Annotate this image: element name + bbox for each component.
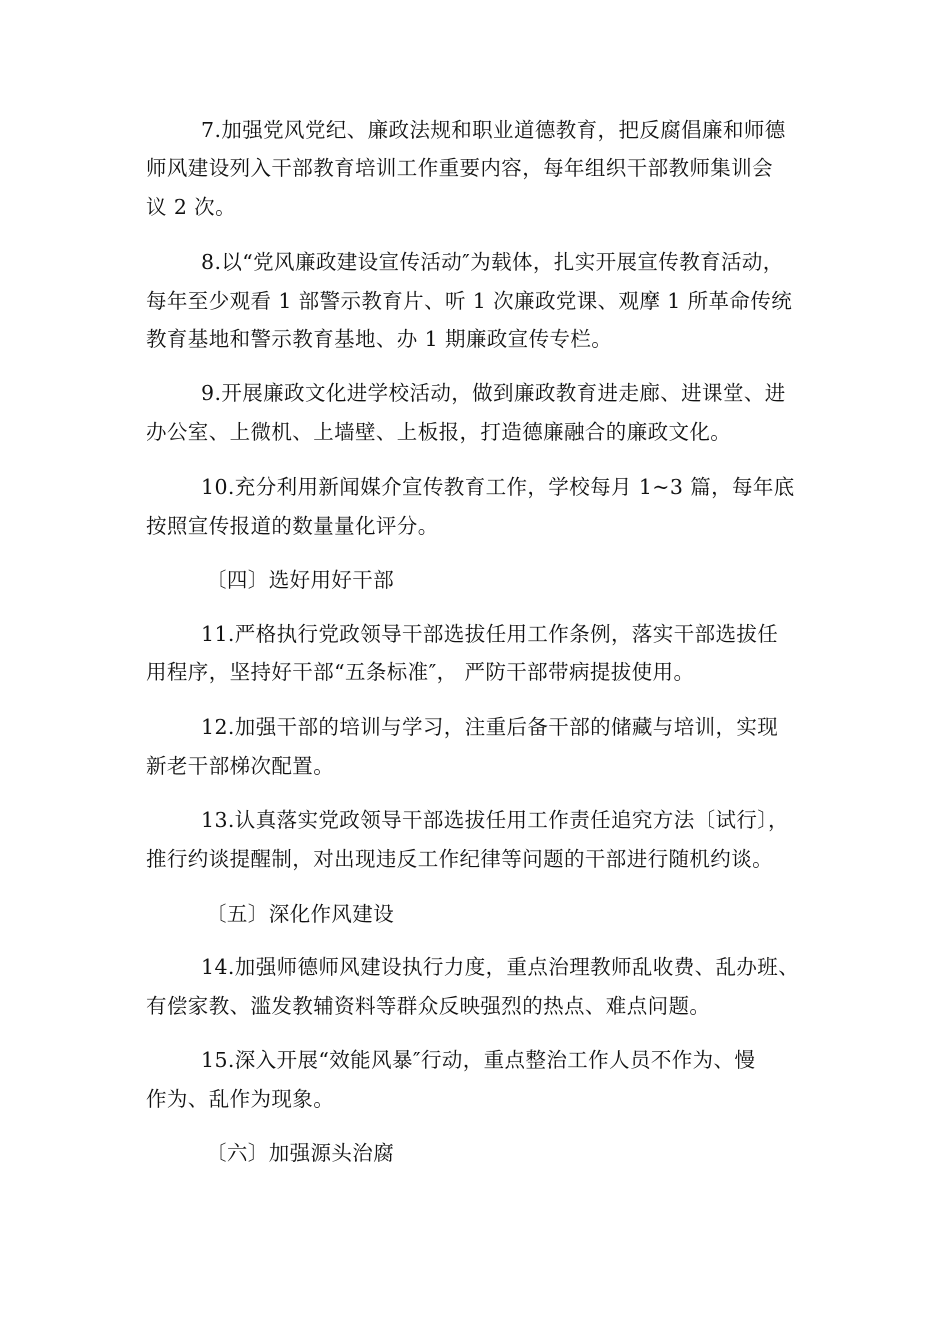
paragraph-8-line-1: 8.以“党风廉政建设宣传活动″为载体，扎实开展宣传教育活动， — [201, 250, 784, 274]
paragraph-14-line-2: 有偿家教、滥发教辅资料等群众反映强烈的热点、难点问题。 — [146, 994, 711, 1018]
paragraph-10-line-2: 按照宣传报道的数量量化评分。 — [146, 514, 439, 538]
paragraph-7-line-2: 师风建设列入干部教育培训工作重要内容，每年组织干部教师集训会 — [146, 156, 773, 180]
paragraph-10-line-1: 10.充分利用新闻媒介宣传教育工作，学校每月 1~3 篇，每年底 — [201, 475, 795, 499]
paragraph-12-line-2: 新老干部梯次配置。 — [146, 754, 335, 778]
paragraph-13-line-2: 推行约谈提醒制，对出现违反工作纪律等问题的干部进行随机约谈。 — [146, 847, 773, 871]
paragraph-12-line-1: 12.加强干部的培训与学习，注重后备干部的储藏与培训，实现 — [201, 715, 779, 739]
paragraph-13-line-1: 13.认真落实党政领导干部选拔任用工作责任追究方法〔试行〕， — [201, 808, 789, 832]
paragraph-15-line-1: 15.深入开展“效能风暴″行动，重点整治工作人员不作为、慢 — [201, 1048, 756, 1072]
section-heading-5: 〔五〕深化作风建设 — [206, 902, 395, 926]
paragraph-11-line-2: 用程序，坚持好干部“五条标准″， 严防干部带病提拔使用。 — [146, 660, 695, 684]
paragraph-11-line-1: 11.严格执行党政领导干部选拔任用工作条例，落实干部选拔任 — [201, 622, 779, 646]
section-heading-6: 〔六〕加强源头治腐 — [206, 1141, 395, 1165]
section-heading-4: 〔四〕选好用好干部 — [206, 568, 395, 592]
paragraph-7-line-3: 议 2 次。 — [146, 195, 236, 219]
paragraph-8-line-3: 教育基地和警示教育基地、办 1 期廉政宣传专栏。 — [146, 327, 613, 351]
paragraph-8-line-2: 每年至少观看 1 部警示教育片、听 1 次廉政党课、观摩 1 所革命传统 — [146, 289, 793, 313]
paragraph-9-line-2: 办公室、上微机、上墙壁、上板报，打造德廉融合的廉政文化。 — [146, 420, 732, 444]
paragraph-9-line-1: 9.开展廉政文化进学校活动，做到廉政教育进走廊、进课堂、进 — [201, 381, 786, 405]
paragraph-15-line-2: 作为、乱作为现象。 — [146, 1087, 335, 1111]
paragraph-7-line-1: 7.加强党风党纪、廉政法规和职业道德教育，把反腐倡廉和师德 — [201, 118, 786, 142]
paragraph-14-line-1: 14.加强师德师风建设执行力度，重点治理教师乱收费、乱办班、 — [201, 955, 800, 979]
